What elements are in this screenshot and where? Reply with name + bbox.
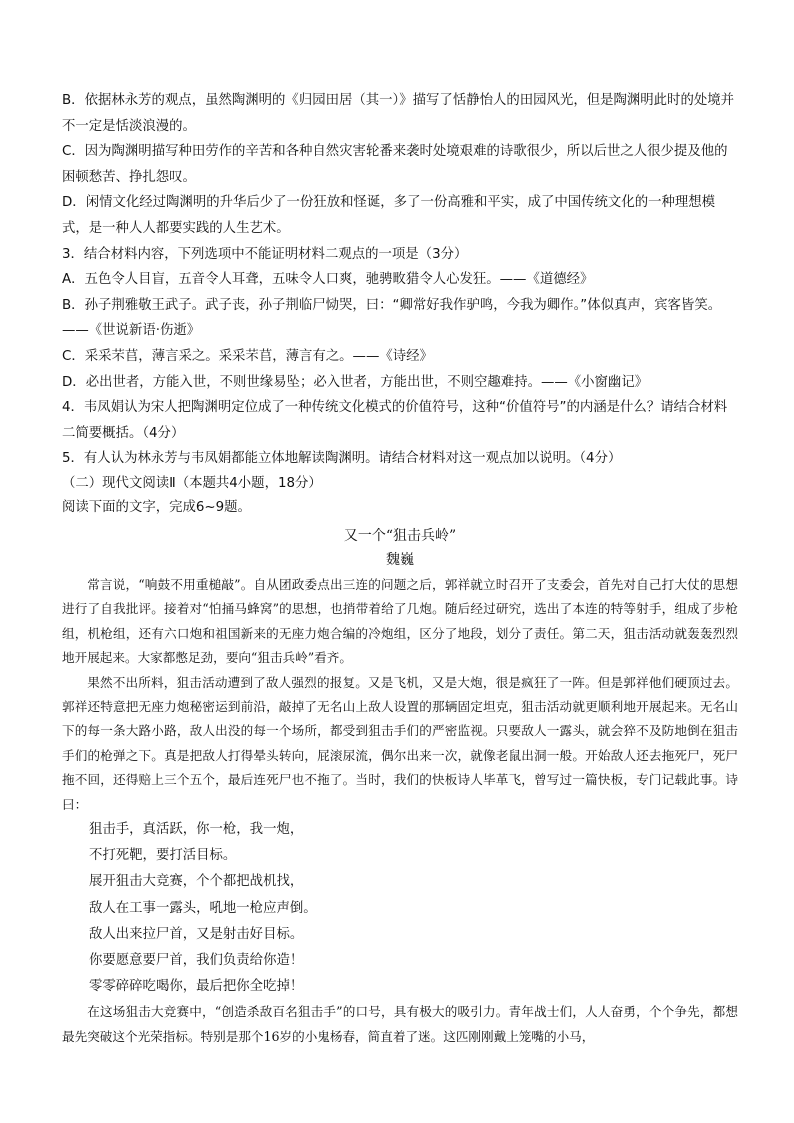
poem-line: 零零碎碎吃喝你，最后把你全吃掉！: [89, 979, 304, 995]
question-3-stem: 3．结合材料内容，下列选项中不能证明材料二观点的一项是（3分）: [62, 246, 468, 262]
option-d: D．闲情文化经过陶渊明的升华后少了一份狂放和怪诞，多了一份高雅和平实，成了中国传统文化的一种理想模式，是一种人人都要实践的人生艺术。: [62, 195, 716, 236]
poem: [62, 817, 738, 1000]
article-author: 魏巍: [386, 551, 414, 568]
poem-line: 狙击手，真活跃，你一枪，我一炮，: [89, 821, 304, 837]
poem-line: 敌人出来拉尸首，又是射击好目标。: [89, 926, 304, 942]
poem-line: 展开狙击大竞赛，个个都把战机找，: [89, 874, 304, 890]
question-3-option-a: A．五色令人目盲，五音令人耳聋，五味令人口爽，驰骋畋猎令人心发狂。——《道德经》: [62, 272, 594, 288]
option-c: C．因为陶渊明描写种田劳作的辛苦和各种自然灾害轮番来袭时处境艰难的诗歌很少，所以后世之人很少提及他的困顿愁苦、挣扎怨叹。: [62, 144, 728, 185]
question-5: 5．有人认为林永芳与韦凤娟都能立体地解读陶渊明。请结合材料对这一观点加以说明。（4分）: [62, 451, 622, 467]
section-instruction: 阅读下面的文字，完成6~9题。: [62, 499, 251, 515]
article-paragraph-3: 在这场狙击大竞赛中，“创造杀敌百名狙击手”的口号，具有极大的吸引力。青年战士们，人人奋勇，个个争先，都想最先突破这个光荣指标。特别是那个16岁的小鬼杨春，简直着了迷。这匹刚刚戴上笼嘴的小马，: [62, 1004, 738, 1044]
question-4: 4．韦凤娟认为宋人把陶渊明定位成了一种传统文化模式的价值符号，这种“价值符号”的内涵是什么？请结合材料二简要概括。（4分）: [62, 400, 728, 441]
article-title: 又一个“狙击兵岭”: [343, 527, 457, 544]
article-paragraph-1: 常言说，“响鼓不用重槌敲”。自从团政委点出三连的问题之后，郭祥就立时召开了支委会，首先对自己打大仗的思想进行了自我批评。接着对“怕捅马蜂窝”的思想，也捎带着给了几炮。随后经过研究，选出了本连的特等射手，组成了步枪组，机枪组，还有六口炮和祖国新来的无座力炮合编的冷炮组，区分了地段，划分了责任。第二天，狙击活动就轰轰烈烈地开展起来。大家都憋足劲，要向“狙击兵岭”看齐。: [62, 576, 738, 666]
option-b: B．依据林永芳的观点，虽然陶渊明的《归园田居（其一）》描写了恬静怡人的田园风光，但是陶渊明此时的处境并不一定是恬淡浪漫的。: [62, 93, 735, 134]
poem-line: 你要愿意要尸首，我们负责给你造！: [89, 952, 304, 968]
question-3-option-c: C．采采芣苢，薄言采之。采采芣苢，薄言有之。——《诗经》: [62, 348, 433, 364]
section-heading: （二）现代文阅读Ⅱ（本题共4小题，18分）: [62, 475, 322, 491]
poem-line: 不打死靶，要打活目标。: [89, 848, 237, 864]
question-3-option-b: B．孙子荆雅敬王武子。武子丧，孙子荆临尸恸哭，曰：“卿常好我作驴鸣，今我为卿作。”体似真声，宾客皆笑。——《世说新语·伤逝》: [62, 297, 722, 339]
exam-page: [62, 88, 738, 1049]
question-3-option-d: D．必出世者，方能入世，不则世缘易坠；必入世者，方能出世，不则空趣难持。——《小窗幽记》: [62, 374, 649, 390]
article-paragraph-2: 果然不出所料，狙击活动遭到了敌人强烈的报复。又是飞机，又是大炮，很是疯狂了一阵。但是郭祥他们硬顶过去。郭祥还特意把无座力炮秘密运到前沿，敲掉了无名山上敌人设置的那辆固定坦克，狙击活动就更顺利地开展起来。无名山下的每一条大路小路，敌人出没的每一个场所，都受到狙击手们的严密监视。只要敌人一露头，就会猝不及防地倒在狙击手们的枪弹之下。真是把敌人打得晕头转向，屁滚尿流，偶尔出来一次，就像老鼠出洞一般。开始敌人还去拖死尸，死尸拖不回，还得赔上三个五个，最后连死尸也不拖了。当时，我们的快板诗人毕革飞，曾写过一篇快板，专门记载此事。诗曰：: [62, 674, 738, 812]
poem-line: 敌人在工事一露头，吼地一枪应声倒。: [89, 900, 317, 916]
